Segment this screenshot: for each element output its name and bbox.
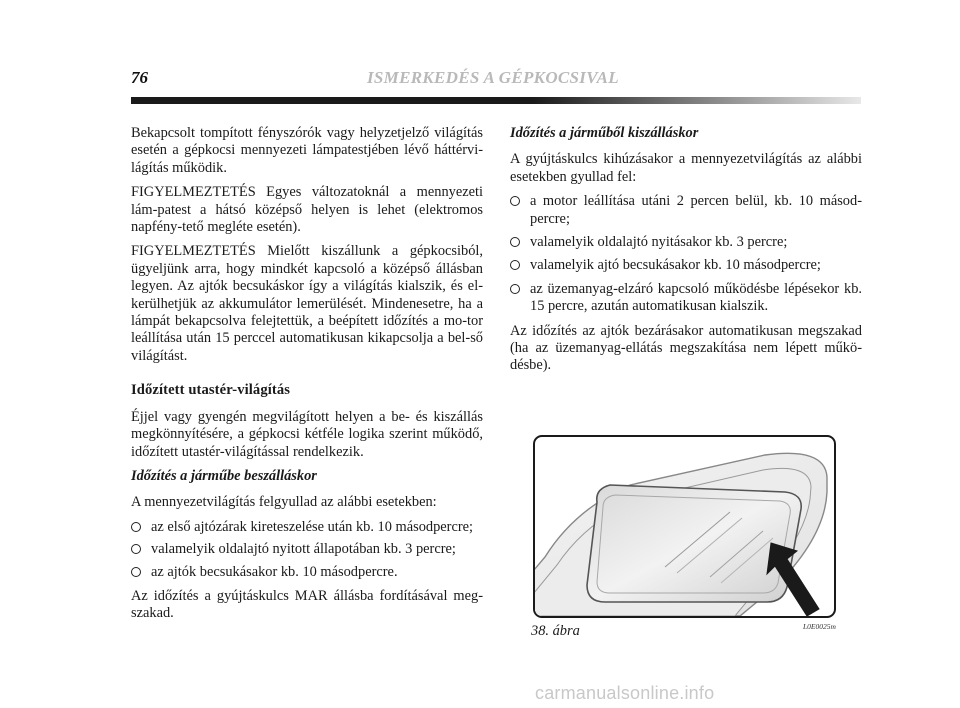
circle-bullet-icon — [131, 522, 141, 532]
circle-bullet-icon — [131, 544, 141, 554]
watermark: carmanualsonline.info — [535, 683, 715, 703]
list-item: valamelyik ajtó becsukásakor kb. 10 másodpercre; — [510, 257, 862, 274]
circle-bullet-icon — [510, 237, 520, 247]
list-item: az első ajtózárak kireteszelése után kb. 10 másodpercre; — [131, 519, 483, 536]
right-column — [510, 125, 862, 382]
circle-bullet-icon — [510, 196, 520, 206]
list-item: az ajtók becsukásakor kb. 10 másodpercre. — [131, 564, 483, 581]
list-item: az üzemanyag-elzáró kapcsoló működésbe lépésekor kb. 15 percre, azután automatikusan kialszik. — [510, 281, 862, 316]
running-header: ISMERKEDÉS A GÉPKOCSIVAL — [367, 68, 619, 87]
page-number: 76 — [131, 68, 148, 87]
warning-paragraph-2: FIGYELMEZTETÉS Mielőtt kiszállunk a gépkocsiból, ügyeljünk arra, hogy mindkét kapcsoló a középső állásban legyen. Az ajtók becsukáskor így a világítás kialszik, és el-kerülhetjük az akkumulátor lemerülését. Mindenesetre, ha a lámpát bekapcsolva felejtettük, a beépített időzítés a mo-tor leállítása után 15 perccel automatikusan kikapcsolja a bel-ső világítást. — [131, 243, 483, 364]
sub-heading-entry: Időzítés a járműbe beszálláskor — [131, 467, 317, 484]
figure-code: L0E0025m — [803, 622, 836, 631]
section-heading: Időzített utastér-világítás — [131, 382, 291, 399]
lamp-lens — [587, 485, 801, 602]
paragraph-entry-intro: A mennyezetvilágítás felgyullad az alábbi esetekben: — [131, 494, 437, 511]
list-item: valamelyik oldalajtó nyitásakor kb. 3 percre; — [510, 234, 862, 251]
exit-bullet-list — [510, 193, 862, 315]
sub-heading-exit: Időzítés a járműből kiszálláskor — [510, 125, 699, 141]
circle-bullet-icon — [131, 567, 141, 577]
paragraph-timed-lighting: Éjjel vagy gyengén megvilágított helyen a be- és kiszállás megkönnyítésére, a gépkocsi kétféle logika szerint működő, időzített utastér-világítással rendelkezik. — [131, 408, 483, 460]
paragraph-entry-interrupt: Az időzítés a gyújtáskulcs MAR állásba fordításával meg-szakad. — [131, 587, 483, 622]
warning-paragraph-1: FIGYELMEZTETÉS Egyes változatoknál a mennyezeti lám-patest a hátsó középső helyen is lehet (elektromos napfény-tető megléte esetén). — [131, 184, 483, 236]
circle-bullet-icon — [510, 284, 520, 294]
paragraph-exit-intro: A gyújtáskulcs kihúzásakor a mennyezetvilágítás az alábbi esetekben gyullad fel: — [510, 151, 862, 185]
entry-bullet-list — [131, 519, 483, 581]
ceiling-lamp-illustration — [535, 437, 834, 616]
figure-caption: 38. ábra — [531, 623, 580, 639]
list-item: a motor leállítása utáni 2 percen belül, kb. 10 másod-percre; — [510, 193, 862, 228]
paragraph-exit-interrupt: Az időzítés az ajtók bezárásakor automatikusan megszakad (ha az üzemanyag-ellátás megszakítása nem lépett műkö-désbe). — [510, 322, 862, 374]
circle-bullet-icon — [510, 260, 520, 270]
header-rule — [131, 97, 861, 104]
figure-ceiling-lamp — [533, 435, 836, 618]
left-column — [131, 125, 483, 630]
paragraph-backlight: Bekapcsolt tompított fényszórók vagy helyzetjelző világítás esetén a gépkocsi mennyezeti lámpatestjében lévő háttérvi-lágítás működik. — [131, 125, 483, 176]
list-item: valamelyik oldalajtó nyitott állapotában kb. 3 percre; — [131, 541, 483, 558]
